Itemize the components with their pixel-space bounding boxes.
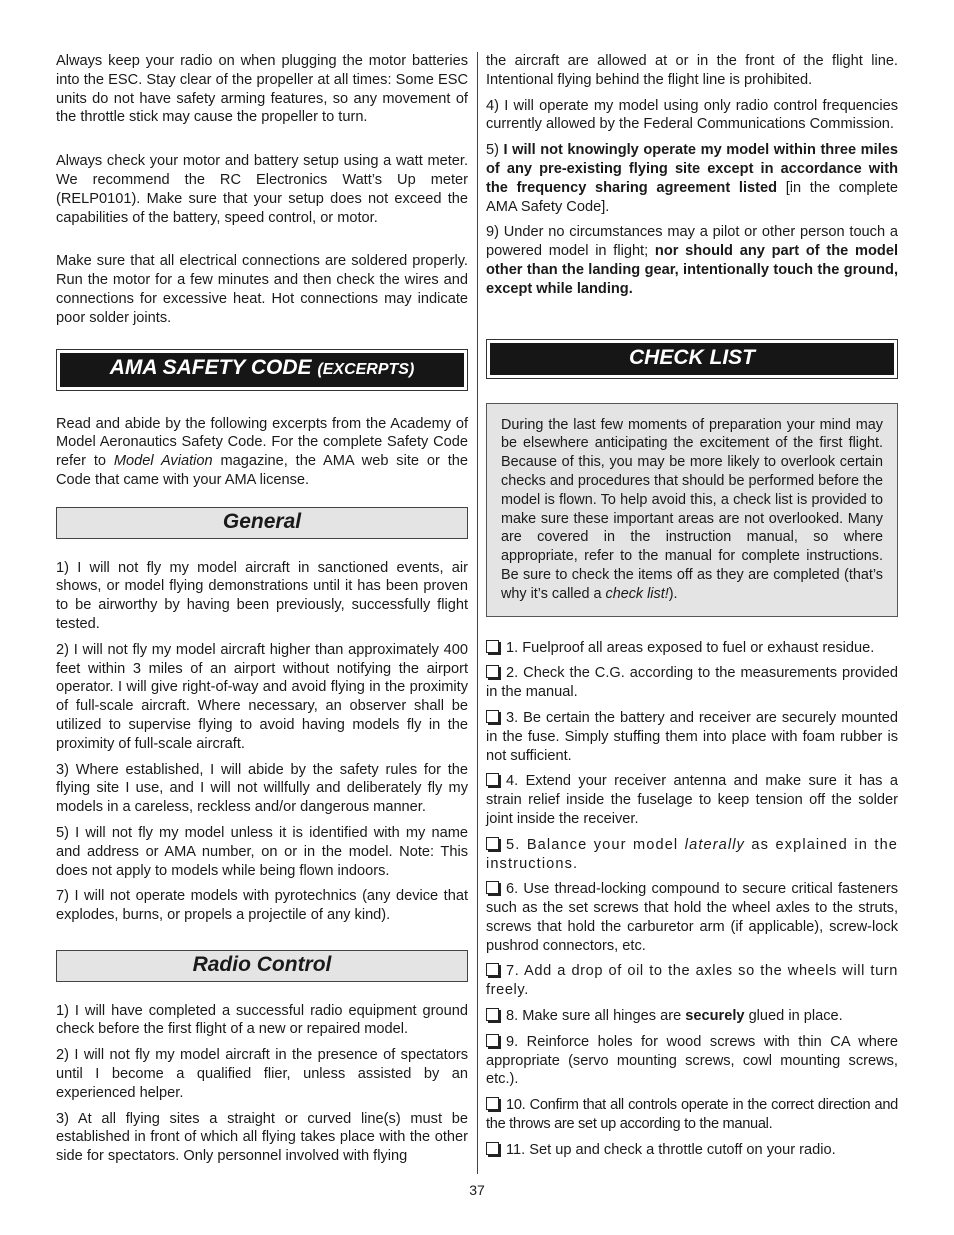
radio-item: 2) I will not fly my model aircraft in the presence of spectators until I become a qualified flier, unless assisted by an experienced helper. [56, 1047, 468, 1101]
ama-intro: Read and abide by the following excerpts from the Academy of Model Aeronautics Safety Code. For the complete Safety Code refer to Model Aviation magazine, the AMA web site or the Code that came with your AMA license. [56, 415, 468, 488]
checklist-item-1: 1. Fuelproof all areas exposed to fuel or exhaust residue. [486, 639, 898, 658]
general-item: 3) Where established, I will abide by the safety rules for the flying site I use, and I will not willfully and deliberately fly my models in a careless, reckless and/or dangerous manner. [56, 761, 468, 816]
general-item: 2) I will not fly my model aircraft higher than approximately 400 feet within 3 miles of an airport without notifying the airport operator. I will give right-of-way and avoid flying in the proximity of full-scale aircraft. Where necessary, an observer shall be utilized to supervise flying to avoid having models fly in the proximity of full-scale aircraft. [56, 641, 468, 752]
ama-safety-code-heading [56, 349, 468, 391]
intro-paragraph: Always check your motor and battery setup using a watt meter. We recommend the RC Electronics Watt’s Up meter (RELP0101). Make sure that your setup does not exceed the capabilities of the battery, speed control, or motor. [56, 153, 468, 226]
checkbox-icon[interactable] [486, 1008, 499, 1021]
checklist-intro: During the last few moments of preparation your mind may be elsewhere anticipating the excitement of the first flight. Because of this, you may be more likely to overlook certain checks and procedures that should be performed before the model is flown. To help avoid this, a check list is provided to make sure these important areas are not overlooked. Many are covered in the instruction manual, so where appropriate, refer to the manual for complete instructions. Be sure to check the items off as they are completed (that’s why it’s called a check list!). [501, 416, 883, 602]
checklist-item-10: 10. Confirm that all controls operate in the correct direction and the throws are set up according to the manual. [486, 1097, 898, 1133]
checklist-item-8: 8. Make sure all hinges are securely glued in place. [486, 1007, 898, 1026]
intro-paragraph: Always keep your radio on when plugging the motor batteries into the ESC. Stay clear of the propeller at all times: Some ESC units do not have safety arming features, so any movement of the throttle stick may cause the propeller to turn. [56, 53, 468, 126]
checkbox-icon[interactable] [486, 665, 499, 678]
ama-title: AMA SAFETY CODE [109, 355, 312, 379]
check-list-heading: CHECK LIST [486, 339, 898, 379]
checkbox-icon[interactable] [486, 837, 499, 850]
checkbox-icon[interactable] [486, 710, 499, 723]
checklist-item-5: 5. Balance your model laterally as explained in the instructions. [486, 836, 898, 872]
radio-item: 1) I will have completed a successful radio equipment ground check before the first flight of a new or repaired model. [56, 1002, 468, 1038]
general-item: 5) I will not fly my model unless it is identified with my name and address or AMA number, on or in the model. Note: This does not apply to models while being flown indoors. [56, 824, 468, 879]
general-item: 7) I will not operate models with pyrotechnics (any device that explodes, burns, or propels a projectile of any kind). [56, 888, 468, 924]
checklist-item-6: 6. Use thread-locking compound to secure critical fasteners such as the set screws that hold the wheel axles to the struts, screws that hold the carburetor arm (if applicable), screw-lock pushrod connectors, etc. [486, 881, 898, 954]
intro-paragraph: Make sure that all electrical connections are soldered properly. Run the motor for a few minutes and then check the wires and connections for excessive heat. Hot connections may indicate poor solder joints. [56, 253, 468, 326]
radio-control-heading: Radio Control [56, 950, 468, 982]
checkbox-icon[interactable] [486, 640, 499, 653]
general-item: 1) I will not fly my model aircraft in sanctioned events, air shows, or model flying demonstrations until it has been proven to be airworthy by having been previously, successfully flight tested. [56, 559, 468, 632]
checkbox-icon[interactable] [486, 881, 499, 894]
checkbox-icon[interactable] [486, 1097, 499, 1110]
column-divider [477, 52, 478, 1174]
checklist-item-9: 9. Reinforce holes for wood screws with thin CA where appropriate (servo mounting screws, cowl mounting screws, etc.). [486, 1033, 898, 1088]
radio-item: 5) I will not knowingly operate my model within three miles of any pre-existing flying site except in accordance with the frequency sharing agreement listed [in the complete AMA Safety Code]. [486, 142, 899, 215]
checkbox-icon[interactable] [486, 1034, 499, 1047]
left-column [56, 52, 468, 1173]
general-heading: General [56, 507, 468, 539]
radio-item: 3) At all flying sites a straight or curved line(s) must be established in front of which all flying takes place with the other side for spectators. Only personnel involved with flying [56, 1110, 468, 1165]
checkbox-icon[interactable] [486, 1142, 499, 1155]
page-number: 37 [469, 1182, 485, 1198]
checklist-item-11: 11. Set up and check a throttle cutoff on your radio. [486, 1141, 898, 1160]
checkbox-icon[interactable] [486, 963, 499, 976]
checklist-intro-box [486, 403, 898, 617]
checklist-item-4: 4. Extend your receiver antenna and make sure it has a strain relief inside the fuselage to keep tension off the solder joint inside the receiver. [486, 773, 898, 827]
checkbox-icon[interactable] [486, 773, 499, 786]
checklist-item-7: 7. Add a drop of oil to the axles so the wheels will turn freely. [486, 963, 898, 999]
radio-item-continued: the aircraft are allowed at or in the front of the flight line. Intentional flying behind the flight line is prohibited. [486, 53, 898, 88]
checklist-item-3: 3. Be certain the battery and receiver are securely mounted in the fuse. Simply stuffing them into place with foam rubber is not sufficient. [486, 709, 898, 764]
right-column [486, 52, 898, 1167]
radio-item: 9) Under no circumstances may a pilot or other person touch a powered model in flight; nor should any part of the model other than the landing gear, intentionally touch the ground, except while landing. [486, 224, 898, 297]
checklist-item-2: 2. Check the C.G. according to the measurements provided in the manual. [486, 665, 898, 701]
radio-item: 4) I will operate my model using only radio control frequencies currently allowed by the Federal Communications Commission. [486, 97, 898, 133]
ama-title-small: (EXCERPTS) [317, 360, 415, 378]
